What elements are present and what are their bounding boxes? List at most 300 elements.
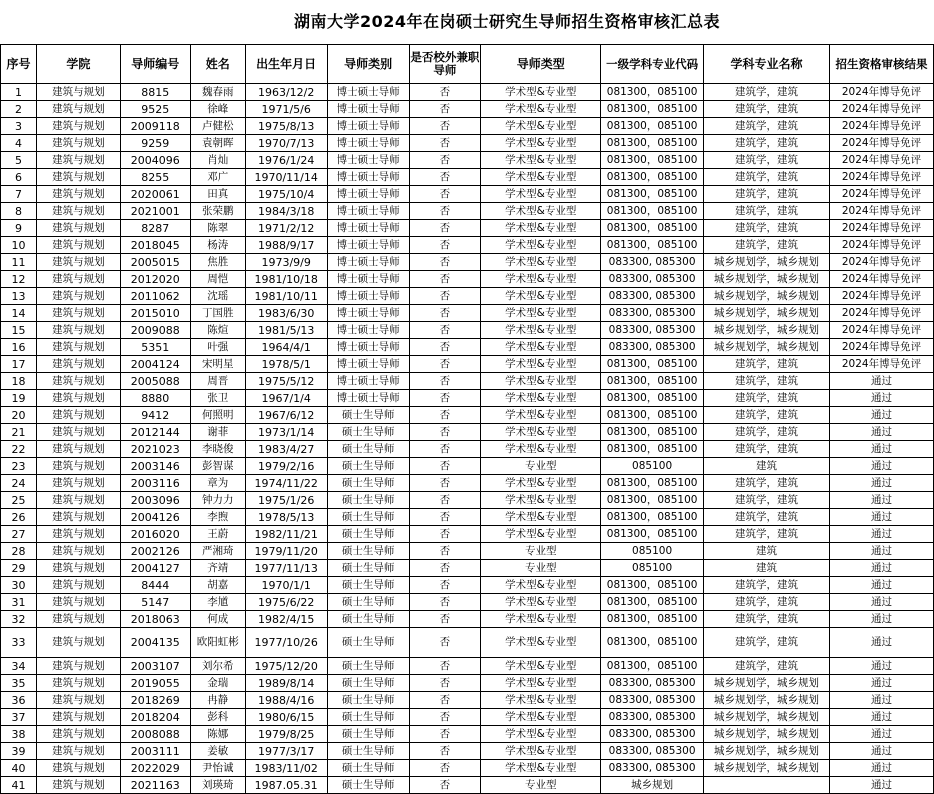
cell-discipline-name: 建筑学，建筑 xyxy=(704,373,830,390)
cell-discipline-code: 081300，085100 xyxy=(601,407,704,424)
cell-name: 谢菲 xyxy=(190,424,245,441)
cell-index: 37 xyxy=(1,709,37,726)
cell-discipline-code: 081300，085100 xyxy=(601,84,704,101)
table-row xyxy=(1,577,934,594)
table-row xyxy=(1,594,934,611)
cell-advisor-id: 2004135 xyxy=(120,628,190,658)
cell-review-result: 通过 xyxy=(830,560,934,577)
cell-college: 建筑与规划 xyxy=(36,560,120,577)
cell-advisor-category: 博士硕士导师 xyxy=(327,186,409,203)
cell-index: 15 xyxy=(1,322,37,339)
cell-advisor-id: 8444 xyxy=(120,577,190,594)
cell-review-result: 通过 xyxy=(830,509,934,526)
cell-index: 21 xyxy=(1,424,37,441)
cell-index: 40 xyxy=(1,760,37,777)
table-row xyxy=(1,237,934,254)
cell-review-result: 2024年博导免评 xyxy=(830,322,934,339)
cell-advisor-id: 2009118 xyxy=(120,118,190,135)
cell-index: 30 xyxy=(1,577,37,594)
cell-college: 建筑与规划 xyxy=(36,373,120,390)
cell-name: 李馗 xyxy=(190,594,245,611)
cell-external-flag: 否 xyxy=(409,709,481,726)
cell-advisor-id: 2015010 xyxy=(120,305,190,322)
cell-advisor-type: 专业型 xyxy=(481,458,601,475)
cell-external-flag: 否 xyxy=(409,101,481,118)
cell-college: 建筑与规划 xyxy=(36,543,120,560)
cell-birth-date: 1987.05.31 xyxy=(245,777,327,794)
cell-advisor-id: 2020061 xyxy=(120,186,190,203)
table-row xyxy=(1,743,934,760)
cell-advisor-id: 2011062 xyxy=(120,288,190,305)
cell-discipline-name: 城乡规划学，城乡规划 xyxy=(704,322,830,339)
cell-external-flag: 否 xyxy=(409,492,481,509)
table-row xyxy=(1,220,934,237)
cell-advisor-type: 学术型&专业型 xyxy=(481,726,601,743)
cell-advisor-type: 学术型&专业型 xyxy=(481,237,601,254)
cell-discipline-name: 建筑学，建筑 xyxy=(704,509,830,526)
table-row xyxy=(1,726,934,743)
cell-discipline-code: 083300, 085300 xyxy=(601,692,704,709)
cell-birth-date: 1978/5/1 xyxy=(245,356,327,373)
cell-college: 建筑与规划 xyxy=(36,254,120,271)
cell-name: 张荣鹏 xyxy=(190,203,245,220)
cell-index: 7 xyxy=(1,186,37,203)
cell-name: 叶强 xyxy=(190,339,245,356)
cell-name: 沈瑶 xyxy=(190,288,245,305)
cell-discipline-name: 建筑学，建筑 xyxy=(704,152,830,169)
cell-birth-date: 1975/8/13 xyxy=(245,118,327,135)
cell-review-result: 2024年博导免评 xyxy=(830,271,934,288)
cell-advisor-id: 2004127 xyxy=(120,560,190,577)
cell-name: 肖灿 xyxy=(190,152,245,169)
cell-advisor-category: 硕士生导师 xyxy=(327,509,409,526)
cell-index: 17 xyxy=(1,356,37,373)
cell-index: 20 xyxy=(1,407,37,424)
cell-review-result: 通过 xyxy=(830,675,934,692)
cell-birth-date: 1964/4/1 xyxy=(245,339,327,356)
cell-advisor-type: 学术型&专业型 xyxy=(481,101,601,118)
cell-college: 建筑与规划 xyxy=(36,118,120,135)
cell-name: 胡嘉 xyxy=(190,577,245,594)
cell-review-result: 2024年博导免评 xyxy=(830,118,934,135)
header-cell: 姓名 xyxy=(190,45,245,84)
cell-birth-date: 1983/11/02 xyxy=(245,760,327,777)
cell-index: 39 xyxy=(1,743,37,760)
cell-advisor-id: 2016020 xyxy=(120,526,190,543)
cell-birth-date: 1973/1/14 xyxy=(245,424,327,441)
cell-discipline-name: 建筑学，建筑 xyxy=(704,118,830,135)
cell-college: 建筑与规划 xyxy=(36,675,120,692)
cell-advisor-category: 博士硕士导师 xyxy=(327,254,409,271)
cell-external-flag: 否 xyxy=(409,560,481,577)
cell-college: 建筑与规划 xyxy=(36,441,120,458)
table-row xyxy=(1,709,934,726)
cell-review-result: 通过 xyxy=(830,760,934,777)
table-row xyxy=(1,118,934,135)
cell-review-result: 2024年博导免评 xyxy=(830,152,934,169)
cell-discipline-code: 083300, 085300 xyxy=(601,305,704,322)
cell-name: 尹怡诚 xyxy=(190,760,245,777)
cell-advisor-id: 2022029 xyxy=(120,760,190,777)
cell-advisor-type: 学术型&专业型 xyxy=(481,492,601,509)
cell-advisor-category: 硕士生导师 xyxy=(327,692,409,709)
cell-college: 建筑与规划 xyxy=(36,628,120,658)
cell-advisor-category: 博士硕士导师 xyxy=(327,373,409,390)
cell-external-flag: 否 xyxy=(409,407,481,424)
cell-index: 33 xyxy=(1,628,37,658)
cell-discipline-code: 081300，085100 xyxy=(601,441,704,458)
cell-name: 焦胜 xyxy=(190,254,245,271)
cell-advisor-category: 硕士生导师 xyxy=(327,726,409,743)
cell-name: 刘尔希 xyxy=(190,658,245,675)
table-row xyxy=(1,458,934,475)
cell-advisor-type: 学术型&专业型 xyxy=(481,709,601,726)
cell-discipline-name: 城乡规划学，城乡规划 xyxy=(704,288,830,305)
cell-external-flag: 否 xyxy=(409,760,481,777)
cell-discipline-name: 城乡规划学，城乡规划 xyxy=(704,760,830,777)
cell-discipline-name: 建筑学，建筑 xyxy=(704,658,830,675)
cell-name: 彭科 xyxy=(190,709,245,726)
cell-advisor-category: 博士硕士导师 xyxy=(327,169,409,186)
cell-birth-date: 1970/1/1 xyxy=(245,577,327,594)
cell-advisor-type: 学术型&专业型 xyxy=(481,220,601,237)
cell-college: 建筑与规划 xyxy=(36,509,120,526)
cell-advisor-type: 学术型&专业型 xyxy=(481,475,601,492)
cell-external-flag: 否 xyxy=(409,84,481,101)
cell-birth-date: 1976/1/24 xyxy=(245,152,327,169)
cell-index: 13 xyxy=(1,288,37,305)
cell-discipline-name: 建筑学，建筑 xyxy=(704,186,830,203)
cell-discipline-code: 081300，085100 xyxy=(601,390,704,407)
cell-college: 建筑与规划 xyxy=(36,760,120,777)
cell-discipline-code: 081300，085100 xyxy=(601,509,704,526)
cell-birth-date: 1984/3/18 xyxy=(245,203,327,220)
cell-discipline-name: 建筑学，建筑 xyxy=(704,101,830,118)
table-row xyxy=(1,288,934,305)
cell-advisor-id: 9259 xyxy=(120,135,190,152)
cell-advisor-id: 2004096 xyxy=(120,152,190,169)
cell-review-result: 2024年博导免评 xyxy=(830,237,934,254)
table-row xyxy=(1,441,934,458)
table-row xyxy=(1,322,934,339)
cell-birth-date: 1974/11/22 xyxy=(245,475,327,492)
cell-birth-date: 1975/10/4 xyxy=(245,186,327,203)
cell-advisor-id: 2018269 xyxy=(120,692,190,709)
cell-external-flag: 否 xyxy=(409,458,481,475)
cell-advisor-category: 硕士生导师 xyxy=(327,492,409,509)
header-cell: 招生资格审核结果 xyxy=(830,45,934,84)
cell-discipline-code: 081300，085100 xyxy=(601,424,704,441)
cell-external-flag: 否 xyxy=(409,339,481,356)
cell-discipline-name: 城乡规划学，城乡规划 xyxy=(704,271,830,288)
cell-review-result: 通过 xyxy=(830,743,934,760)
cell-advisor-id: 8255 xyxy=(120,169,190,186)
cell-advisor-category: 博士硕士导师 xyxy=(327,118,409,135)
cell-advisor-id: 2018063 xyxy=(120,611,190,628)
cell-birth-date: 1975/12/20 xyxy=(245,658,327,675)
cell-college: 建筑与规划 xyxy=(36,577,120,594)
cell-birth-date: 1963/12/2 xyxy=(245,84,327,101)
cell-discipline-name xyxy=(704,777,830,794)
cell-college: 建筑与规划 xyxy=(36,169,120,186)
cell-advisor-id: 2005015 xyxy=(120,254,190,271)
cell-discipline-code: 083300, 085300 xyxy=(601,254,704,271)
header-cell: 学院 xyxy=(36,45,120,84)
cell-birth-date: 1978/5/13 xyxy=(245,509,327,526)
cell-advisor-id: 2003116 xyxy=(120,475,190,492)
cell-external-flag: 否 xyxy=(409,152,481,169)
cell-name: 欧阳虹彬 xyxy=(190,628,245,658)
cell-advisor-id: 8815 xyxy=(120,84,190,101)
cell-advisor-id: 2003146 xyxy=(120,458,190,475)
cell-birth-date: 1970/11/14 xyxy=(245,169,327,186)
cell-review-result: 2024年博导免评 xyxy=(830,220,934,237)
cell-discipline-name: 城乡规划学，城乡规划 xyxy=(704,339,830,356)
header-cell: 导师类型 xyxy=(481,45,601,84)
cell-name: 何照明 xyxy=(190,407,245,424)
cell-advisor-id: 2009088 xyxy=(120,322,190,339)
cell-advisor-category: 博士硕士导师 xyxy=(327,203,409,220)
cell-discipline-code: 081300，085100 xyxy=(601,152,704,169)
cell-discipline-code: 081300，085100 xyxy=(601,186,704,203)
table-row xyxy=(1,611,934,628)
cell-advisor-category: 硕士生导师 xyxy=(327,743,409,760)
cell-review-result: 通过 xyxy=(830,577,934,594)
cell-college: 建筑与规划 xyxy=(36,658,120,675)
cell-college: 建筑与规划 xyxy=(36,726,120,743)
cell-discipline-name: 城乡规划学，城乡规划 xyxy=(704,254,830,271)
cell-college: 建筑与规划 xyxy=(36,611,120,628)
cell-college: 建筑与规划 xyxy=(36,424,120,441)
cell-advisor-type: 学术型&专业型 xyxy=(481,271,601,288)
cell-review-result: 通过 xyxy=(830,492,934,509)
table-row xyxy=(1,84,934,101)
cell-advisor-type: 专业型 xyxy=(481,560,601,577)
table-row xyxy=(1,373,934,390)
cell-advisor-type: 学术型&专业型 xyxy=(481,373,601,390)
cell-birth-date: 1975/5/12 xyxy=(245,373,327,390)
cell-advisor-category: 博士硕士导师 xyxy=(327,356,409,373)
cell-review-result: 2024年博导免评 xyxy=(830,186,934,203)
cell-birth-date: 1982/4/15 xyxy=(245,611,327,628)
cell-advisor-type: 学术型&专业型 xyxy=(481,594,601,611)
table-row xyxy=(1,152,934,169)
cell-name: 李煦 xyxy=(190,509,245,526)
cell-external-flag: 否 xyxy=(409,203,481,220)
cell-external-flag: 否 xyxy=(409,611,481,628)
cell-advisor-id: 2002126 xyxy=(120,543,190,560)
cell-advisor-type: 学术型&专业型 xyxy=(481,254,601,271)
cell-advisor-category: 硕士生导师 xyxy=(327,628,409,658)
cell-advisor-category: 博士硕士导师 xyxy=(327,390,409,407)
cell-name: 杨涛 xyxy=(190,237,245,254)
cell-name: 丁国胜 xyxy=(190,305,245,322)
table-row xyxy=(1,339,934,356)
cell-review-result: 通过 xyxy=(830,777,934,794)
cell-index: 36 xyxy=(1,692,37,709)
cell-review-result: 通过 xyxy=(830,611,934,628)
cell-advisor-type: 学术型&专业型 xyxy=(481,658,601,675)
table-row xyxy=(1,356,934,373)
cell-discipline-code: 081300，085100 xyxy=(601,220,704,237)
cell-review-result: 2024年博导免评 xyxy=(830,84,934,101)
table-row xyxy=(1,186,934,203)
table-row xyxy=(1,169,934,186)
cell-index: 18 xyxy=(1,373,37,390)
cell-advisor-id: 5147 xyxy=(120,594,190,611)
cell-birth-date: 1971/5/6 xyxy=(245,101,327,118)
cell-external-flag: 否 xyxy=(409,356,481,373)
cell-college: 建筑与规划 xyxy=(36,220,120,237)
cell-advisor-category: 博士硕士导师 xyxy=(327,288,409,305)
cell-college: 建筑与规划 xyxy=(36,135,120,152)
cell-review-result: 2024年博导免评 xyxy=(830,135,934,152)
table-row xyxy=(1,101,934,118)
cell-discipline-name: 建筑学，建筑 xyxy=(704,135,830,152)
cell-advisor-category: 硕士生导师 xyxy=(327,577,409,594)
table-row xyxy=(1,628,934,658)
cell-college: 建筑与规划 xyxy=(36,743,120,760)
cell-name: 王蔚 xyxy=(190,526,245,543)
cell-review-result: 通过 xyxy=(830,390,934,407)
cell-name: 卢健松 xyxy=(190,118,245,135)
cell-index: 2 xyxy=(1,101,37,118)
cell-discipline-name: 建筑学，建筑 xyxy=(704,441,830,458)
cell-name: 齐靖 xyxy=(190,560,245,577)
cell-college: 建筑与规划 xyxy=(36,594,120,611)
cell-external-flag: 否 xyxy=(409,169,481,186)
header-cell: 序号 xyxy=(1,45,37,84)
cell-advisor-id: 2018045 xyxy=(120,237,190,254)
cell-discipline-code: 081300，085100 xyxy=(601,356,704,373)
cell-advisor-id: 2021001 xyxy=(120,203,190,220)
cell-review-result: 通过 xyxy=(830,526,934,543)
table-row xyxy=(1,560,934,577)
cell-name: 严湘琦 xyxy=(190,543,245,560)
cell-advisor-id: 2018204 xyxy=(120,709,190,726)
cell-advisor-id: 2021023 xyxy=(120,441,190,458)
cell-index: 19 xyxy=(1,390,37,407)
cell-discipline-code: 081300，085100 xyxy=(601,169,704,186)
cell-index: 23 xyxy=(1,458,37,475)
cell-advisor-id: 2004126 xyxy=(120,509,190,526)
cell-discipline-name: 建筑学，建筑 xyxy=(704,577,830,594)
cell-discipline-name: 建筑学，建筑 xyxy=(704,356,830,373)
cell-name: 钟力力 xyxy=(190,492,245,509)
cell-college: 建筑与规划 xyxy=(36,526,120,543)
cell-college: 建筑与规划 xyxy=(36,777,120,794)
cell-birth-date: 1981/10/18 xyxy=(245,271,327,288)
cell-name: 袁朝晖 xyxy=(190,135,245,152)
table-row xyxy=(1,543,934,560)
cell-discipline-code: 081300，085100 xyxy=(601,135,704,152)
cell-discipline-name: 建筑学，建筑 xyxy=(704,407,830,424)
cell-discipline-code: 083300, 085300 xyxy=(601,726,704,743)
cell-discipline-code: 083300, 085300 xyxy=(601,322,704,339)
cell-name: 何成 xyxy=(190,611,245,628)
cell-index: 11 xyxy=(1,254,37,271)
cell-birth-date: 1973/9/9 xyxy=(245,254,327,271)
cell-college: 建筑与规划 xyxy=(36,186,120,203)
cell-advisor-type: 学术型&专业型 xyxy=(481,305,601,322)
cell-advisor-category: 硕士生导师 xyxy=(327,407,409,424)
cell-discipline-code: 083300, 085300 xyxy=(601,760,704,777)
cell-name: 邓广 xyxy=(190,169,245,186)
cell-external-flag: 否 xyxy=(409,526,481,543)
cell-birth-date: 1979/11/20 xyxy=(245,543,327,560)
cell-advisor-id: 2012020 xyxy=(120,271,190,288)
cell-advisor-id: 2003111 xyxy=(120,743,190,760)
cell-discipline-name: 建筑学，建筑 xyxy=(704,526,830,543)
cell-birth-date: 1977/3/17 xyxy=(245,743,327,760)
header-cell: 一级学科专业代码 xyxy=(601,45,704,84)
cell-advisor-type: 学术型&专业型 xyxy=(481,152,601,169)
cell-index: 22 xyxy=(1,441,37,458)
cell-advisor-type: 专业型 xyxy=(481,777,601,794)
cell-name: 周恺 xyxy=(190,271,245,288)
cell-birth-date: 1981/5/13 xyxy=(245,322,327,339)
cell-advisor-category: 硕士生导师 xyxy=(327,777,409,794)
cell-advisor-category: 博士硕士导师 xyxy=(327,220,409,237)
cell-review-result: 通过 xyxy=(830,424,934,441)
cell-review-result: 通过 xyxy=(830,407,934,424)
cell-advisor-id: 2021163 xyxy=(120,777,190,794)
cell-birth-date: 1970/7/13 xyxy=(245,135,327,152)
cell-birth-date: 1982/11/21 xyxy=(245,526,327,543)
cell-discipline-code: 083300, 085300 xyxy=(601,675,704,692)
cell-advisor-type: 学术型&专业型 xyxy=(481,577,601,594)
cell-discipline-name: 城乡规划学，城乡规划 xyxy=(704,692,830,709)
cell-advisor-id: 5351 xyxy=(120,339,190,356)
cell-index: 24 xyxy=(1,475,37,492)
header-cell: 导师编号 xyxy=(120,45,190,84)
cell-discipline-code: 085100 xyxy=(601,543,704,560)
table-row xyxy=(1,509,934,526)
cell-advisor-category: 硕士生导师 xyxy=(327,611,409,628)
cell-review-result: 通过 xyxy=(830,628,934,658)
cell-name: 金瑞 xyxy=(190,675,245,692)
cell-discipline-name: 建筑学，建筑 xyxy=(704,390,830,407)
cell-advisor-category: 硕士生导师 xyxy=(327,675,409,692)
cell-index: 8 xyxy=(1,203,37,220)
table-row xyxy=(1,777,934,794)
cell-index: 9 xyxy=(1,220,37,237)
cell-index: 34 xyxy=(1,658,37,675)
cell-birth-date: 1975/1/26 xyxy=(245,492,327,509)
cell-birth-date: 1975/6/22 xyxy=(245,594,327,611)
cell-discipline-name: 城乡规划学，城乡规划 xyxy=(704,305,830,322)
cell-advisor-category: 硕士生导师 xyxy=(327,475,409,492)
cell-external-flag: 否 xyxy=(409,777,481,794)
cell-advisor-type: 学术型&专业型 xyxy=(481,390,601,407)
cell-birth-date: 1977/11/13 xyxy=(245,560,327,577)
cell-index: 5 xyxy=(1,152,37,169)
cell-review-result: 通过 xyxy=(830,658,934,675)
cell-advisor-category: 硕士生导师 xyxy=(327,543,409,560)
cell-review-result: 2024年博导免评 xyxy=(830,254,934,271)
cell-discipline-name: 城乡规划学，城乡规划 xyxy=(704,675,830,692)
table-body xyxy=(1,84,934,794)
table-row xyxy=(1,271,934,288)
cell-external-flag: 否 xyxy=(409,254,481,271)
cell-name: 陈娜 xyxy=(190,726,245,743)
cell-name: 彭智谋 xyxy=(190,458,245,475)
cell-index: 26 xyxy=(1,509,37,526)
cell-advisor-type: 学术型&专业型 xyxy=(481,84,601,101)
table-row xyxy=(1,254,934,271)
cell-external-flag: 否 xyxy=(409,743,481,760)
cell-advisor-type: 学术型&专业型 xyxy=(481,356,601,373)
